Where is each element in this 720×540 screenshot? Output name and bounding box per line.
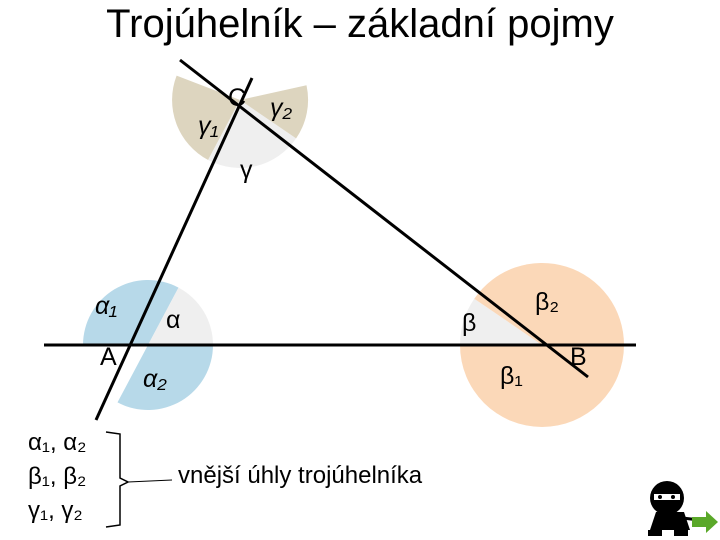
brace-connector: [128, 480, 172, 482]
brace: [106, 432, 128, 527]
beta1-sector: [460, 345, 624, 427]
angle-label-beta1: β₁: [500, 362, 523, 390]
legend-line-3: γ₁, γ₂: [28, 497, 83, 524]
angle-label-alpha2: α₂: [143, 365, 167, 393]
vertex-label-c: C: [228, 84, 247, 112]
vertex-label-b: B: [570, 343, 587, 371]
next-arrow-icon[interactable]: [692, 511, 718, 533]
angle-label-alpha: α: [166, 306, 181, 334]
angle-label-beta: β: [462, 309, 477, 337]
legend-line-1: α₁, α₂: [28, 429, 87, 456]
external-angles-note: vnější úhly trojúhelníka: [178, 462, 423, 489]
angle-label-gamma1: γ₁: [198, 112, 219, 140]
angle-label-gamma: γ: [240, 156, 253, 184]
slide-title: Trojúhelník – základní pojmy: [106, 2, 614, 46]
vertex-label-a: A: [100, 343, 117, 371]
angle-label-gamma2: γ₂: [270, 94, 293, 122]
ninja-figure-icon: [648, 481, 700, 536]
angle-label-alpha1: α₁: [95, 292, 118, 320]
legend-line-2: β₁, β₂: [28, 463, 87, 490]
angle-label-beta2: β₂: [535, 288, 560, 316]
